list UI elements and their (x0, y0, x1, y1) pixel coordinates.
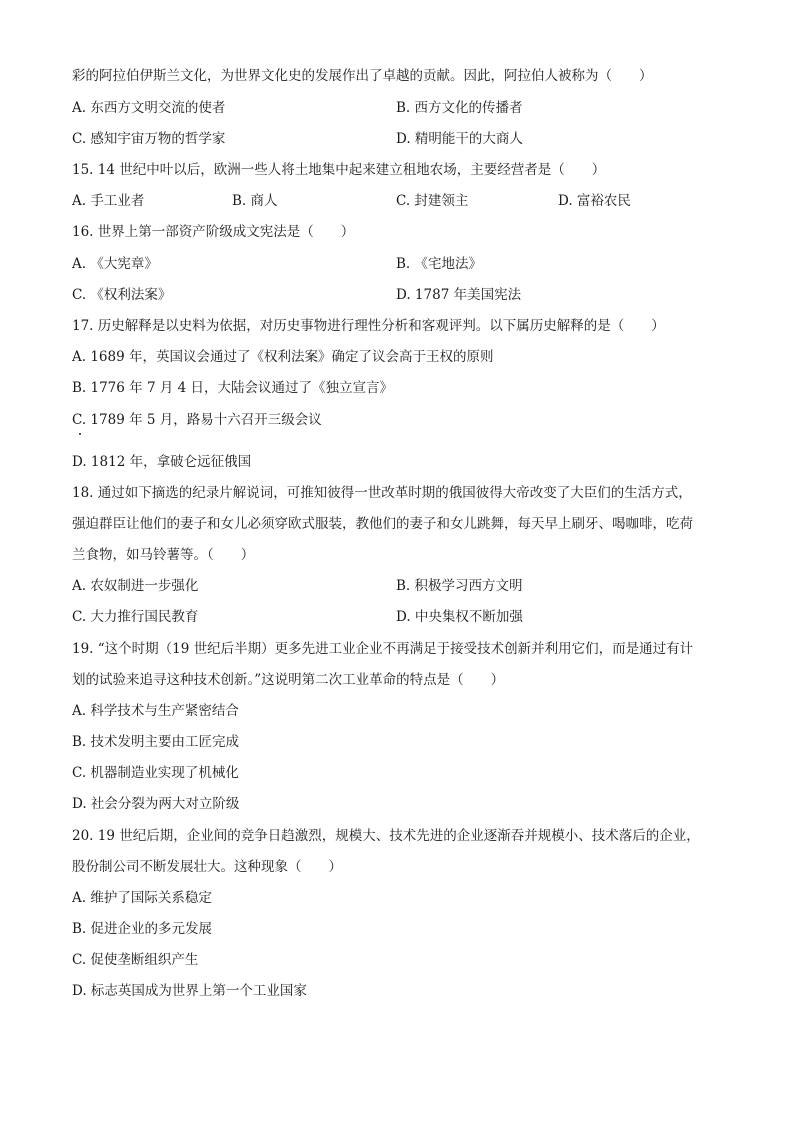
q20-option-a: A. 维护了国际关系稳定 (72, 890, 212, 906)
q18-stem-line-1: 18. 通过如下摘选的纪录片解说词，可推知彼得一世改革时期的俄国彼得大帝改变了大臣们的生活方式， (72, 485, 692, 501)
q19-option-b: B. 技术发明主要由工匠完成 (72, 734, 240, 750)
q17-stem: 17. 历史解释是以史料为依据，对历史事物进行理性分析和客观评判。以下属历史解释的是（ ） (72, 318, 665, 334)
q18-option-b: B. 积极学习西方文明 (396, 578, 523, 594)
q19-stem-line-2: 划的试验来追寻这种技术创新。”这说明第二次工业革命的特点是（ ） (72, 672, 505, 688)
q18-stem-line-2: 强迫群臣让他们的妻子和女儿必须穿欧式服装，教他们的妻子和女儿跳舞，每天早上刷牙、喝咖啡，吃荷 (72, 516, 693, 532)
q14-option-a: A. 东西方文明交流的使者 (72, 100, 226, 116)
q15-option-a: A. 手工业者 (72, 193, 145, 209)
q20-stem-line-1: 20. 19 世纪后期，企业间的竞争日趋激烈，规模大、技术先进的企业逐渐吞并规模小、技术落后的企业， (72, 828, 700, 844)
q19-option-c: C. 机器制造业实现了机械化 (72, 765, 239, 781)
q16-option-a: A. 《大宪章》 (72, 256, 158, 272)
q14-stem: 彩的阿拉伯伊斯兰文化，为世界文化史的发展作出了卓越的贡献。因此，阿拉伯人被称为（ ） (72, 68, 653, 84)
q17-option-a: A. 1689 年，英国议会通过了《权利法案》确定了议会高于王权的原则 (72, 349, 494, 365)
q20-option-d: D. 标志英国成为世界上第一个工业国家 (72, 983, 307, 999)
q18-option-c: C. 大力推行国民教育 (72, 609, 199, 625)
q18-option-d: D. 中央集权不断加强 (396, 609, 523, 625)
q15-option-d: D. 富裕农民 (558, 193, 631, 209)
q14-option-d: D. 精明能干的大商人 (396, 131, 523, 147)
q17-option-d: D. 1812 年，拿破仑远征俄国 (72, 454, 252, 470)
q14-option-c: C. 感知宇宙万物的哲学家 (72, 131, 226, 147)
q16-option-c: C. 《权利法案》 (72, 287, 172, 303)
q16-option-b: B. 《宅地法》 (396, 256, 483, 272)
q15-option-c: C. 封建领主 (396, 193, 469, 209)
q15-stem: 15. 14 世纪中叶以后，欧洲一些人将土地集中起来建立租地农场，主要经营者是（ ） (72, 162, 606, 178)
q15-option-b: B. 商人 (232, 193, 278, 209)
q19-option-a: A. 科学技术与生产紧密结合 (72, 703, 239, 719)
q18-option-a: A. 农奴制进一步强化 (72, 578, 199, 594)
q14-option-b: B. 西方文化的传播者 (396, 100, 523, 116)
q19-stem-line-1: 19. “这个时期（19 世纪后半期）更多先进工业企业不再满足于接受技术创新并利用它们，而是通过有计 (72, 641, 694, 657)
stray-dot (79, 433, 81, 435)
q20-option-c: C. 促使垄断组织产生 (72, 952, 199, 968)
q17-option-b: B. 1776 年 7 月 4 日，大陆会议通过了《独立宣言》 (72, 380, 393, 396)
q17-option-c: C. 1789 年 5 月，路易十六召开三级会议 (72, 412, 322, 428)
q19-option-d: D. 社会分裂为两大对立阶级 (72, 796, 240, 812)
q20-stem-line-2: 股份制公司不断发展壮大。这种现象（ ） (72, 859, 342, 875)
q16-stem: 16. 世界上第一部资产阶级成文宪法是（ ） (72, 224, 355, 240)
q20-option-b: B. 促进企业的多元发展 (72, 921, 213, 937)
q16-option-d: D. 1787 年美国宪法 (396, 287, 522, 303)
q18-stem-line-3: 兰食物，如马铃薯等。（ ） (72, 547, 255, 563)
